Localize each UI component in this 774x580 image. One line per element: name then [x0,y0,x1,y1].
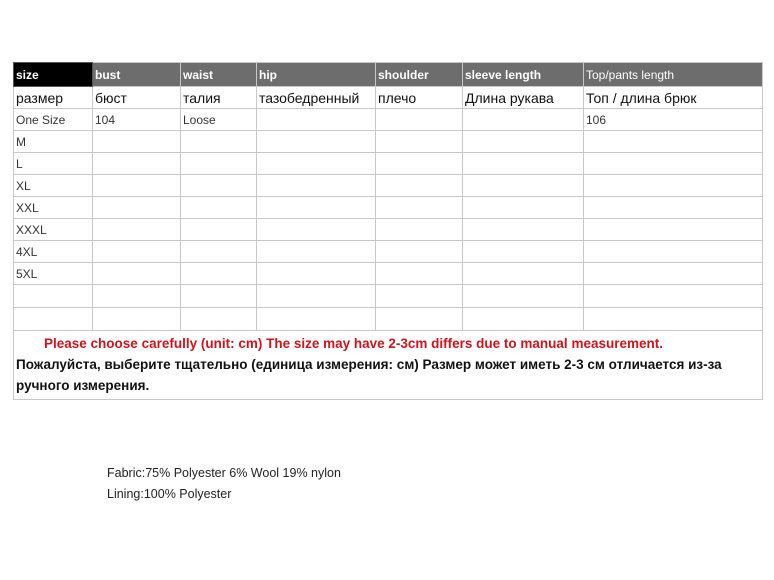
note-english: Please choose carefully (unit: cm) The size may have 2-3cm differs due to manual measurement. [44,336,663,351]
header-cell-sleeve-length: sleeve length [463,63,584,87]
table-cell [257,308,376,331]
table-cell [257,175,376,197]
table-cell [376,263,463,285]
table-cell: XL [14,175,93,197]
table-cell [93,308,181,331]
table-row [14,153,763,175]
table-cell [463,241,584,263]
table-cell [181,197,257,219]
table-cell [93,175,181,197]
table-cell [376,175,463,197]
table-cell [257,131,376,153]
table-cell [181,263,257,285]
table-cell [257,241,376,263]
table-row [14,219,763,241]
table-cell [93,263,181,285]
measurement-notes [13,331,763,400]
table-cell [584,175,763,197]
table-cell [584,241,763,263]
table-cell [463,175,584,197]
table-cell [181,175,257,197]
table-cell: One Size [14,109,93,131]
table-cell [463,285,584,308]
table-cell [584,285,763,308]
header-cell-top-pants-length: Top/pants length [584,63,763,87]
table-cell [93,285,181,308]
ru-header-cell-size: размер [14,87,93,109]
ru-header-cell-bust: бюст [93,87,181,109]
table-row [14,263,763,285]
table-cell: 5XL [14,263,93,285]
header-cell-shoulder: shoulder [376,63,463,87]
table-cell [93,153,181,175]
table-cell [257,197,376,219]
table-cell [93,241,181,263]
table-cell: XXXL [14,219,93,241]
table-row [14,197,763,219]
ru-header-cell-sleeve-length: Длина рукава [463,87,584,109]
table-cell [376,131,463,153]
table-cell [181,219,257,241]
table-row [14,175,763,197]
table-cell [584,197,763,219]
table-cell: 106 [584,109,763,131]
header-cell-bust: bust [93,63,181,87]
table-cell [584,153,763,175]
table-cell: M [14,131,93,153]
table-cell [376,308,463,331]
ru-header-cell-top-pants-length: Топ / длина брюк [584,87,763,109]
table-cell [376,241,463,263]
table-cell [463,197,584,219]
table-cell [376,285,463,308]
table-row [14,308,763,331]
note-russian: Пожалуйста, выберите тщательно (единица измерения: см) Размер может иметь 2-3 см отличается из-за ручного измерения. [16,357,722,393]
table-cell [584,219,763,241]
table-row [14,241,763,263]
table-row [14,131,763,153]
table-row [14,109,763,131]
table-cell [14,308,93,331]
table-cell [463,109,584,131]
table-cell [181,308,257,331]
table-cell [376,197,463,219]
table-cell [181,285,257,308]
table-cell [257,285,376,308]
table-cell [376,219,463,241]
table-cell [463,153,584,175]
table-cell [257,219,376,241]
russian-header-row [14,87,763,109]
table-cell: XXL [14,197,93,219]
table-cell [463,308,584,331]
header-cell-waist: waist [181,63,257,87]
table-cell: Loose [181,109,257,131]
table-cell [584,131,763,153]
table-cell [376,153,463,175]
table-cell [463,131,584,153]
table-cell [257,153,376,175]
table-cell [584,308,763,331]
table-cell: 104 [93,109,181,131]
table-cell: L [14,153,93,175]
fabric-info [107,463,341,505]
table-cell [463,219,584,241]
header-row [14,63,763,87]
table-cell: 4XL [14,241,93,263]
table-row [14,285,763,308]
lining-line: Lining:100% Polyester [107,487,232,501]
table-cell [257,109,376,131]
ru-header-cell-waist: талия [181,87,257,109]
header-cell-hip: hip [257,63,376,87]
size-chart [13,62,762,400]
table-cell [584,263,763,285]
ru-header-cell-shoulder: плечо [376,87,463,109]
table-cell [181,153,257,175]
table-cell [93,219,181,241]
fabric-line: Fabric:75% Polyester 6% Wool 19% nylon [107,466,341,480]
size-table [13,62,763,331]
table-cell [181,131,257,153]
table-cell [14,285,93,308]
ru-header-cell-hip: тазобедренный [257,87,376,109]
table-cell [181,241,257,263]
table-cell [257,263,376,285]
header-cell-size: size [14,63,93,87]
table-cell [93,197,181,219]
table-cell [93,131,181,153]
table-cell [376,109,463,131]
table-cell [463,263,584,285]
